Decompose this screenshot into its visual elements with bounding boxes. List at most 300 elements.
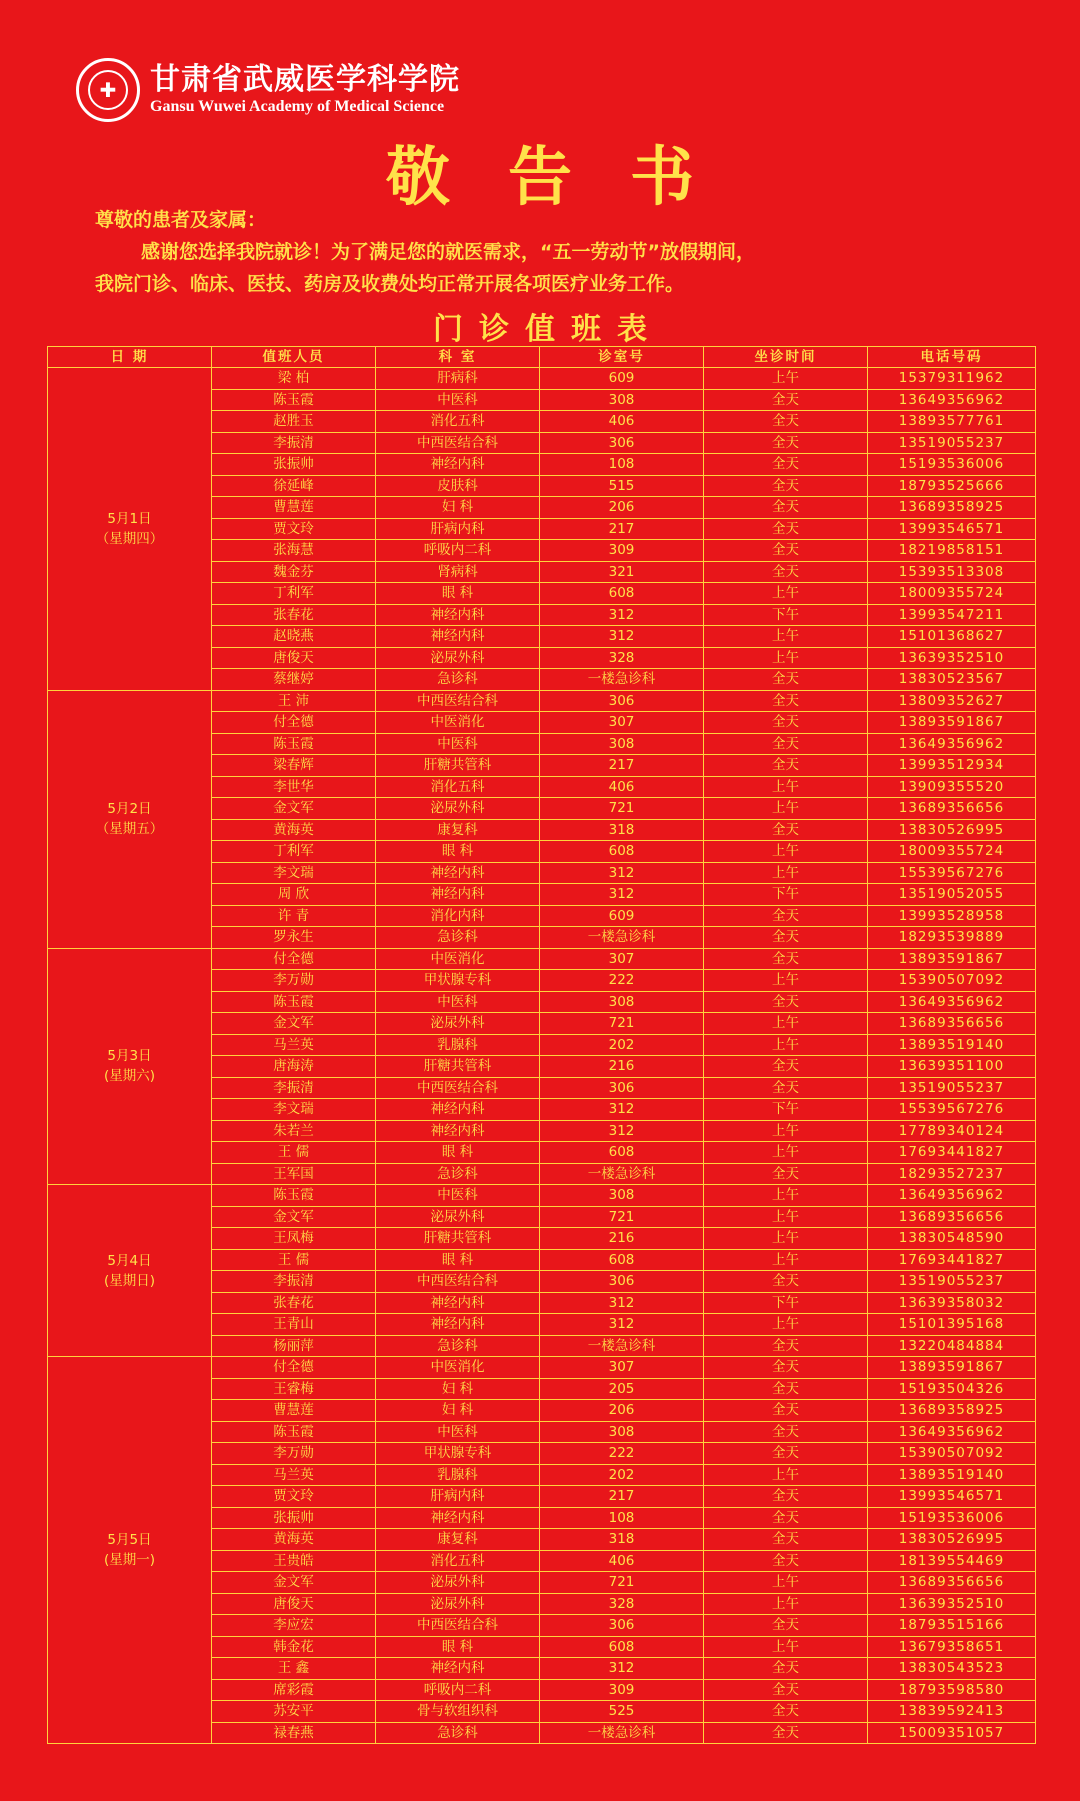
room-cell: 406 (540, 776, 704, 798)
room-cell: 515 (540, 475, 704, 497)
staff-cell: 黄海英 (212, 819, 376, 841)
time-cell: 全天 (704, 1056, 868, 1078)
staff-cell: 李振清 (212, 432, 376, 454)
staff-cell: 李文瑞 (212, 862, 376, 884)
staff-cell: 陈玉霞 (212, 1421, 376, 1443)
room-cell: 312 (540, 884, 704, 906)
phone-cell: 13689356656 (868, 1013, 1036, 1035)
time-cell: 上午 (704, 776, 868, 798)
staff-cell: 唐俊天 (212, 1593, 376, 1615)
page-title: 敬告书 (386, 140, 752, 215)
department-cell: 妇 科 (376, 1400, 540, 1422)
department-cell: 中医科 (376, 991, 540, 1013)
department-cell: 泌尿外科 (376, 647, 540, 669)
room-cell: 205 (540, 1378, 704, 1400)
institution-header (76, 50, 460, 130)
hospital-logo (76, 58, 140, 122)
staff-cell: 付全德 (212, 948, 376, 970)
time-cell: 全天 (704, 712, 868, 734)
time-cell: 上午 (704, 1572, 868, 1594)
staff-cell: 陈玉霞 (212, 1185, 376, 1207)
room-cell: 308 (540, 991, 704, 1013)
date-cell (48, 368, 212, 691)
department-cell: 康复科 (376, 1529, 540, 1551)
date-cell (48, 1357, 212, 1744)
department-cell: 眼 科 (376, 1249, 540, 1271)
department-cell: 中西医结合科 (376, 1615, 540, 1637)
phone-cell: 13830523567 (868, 669, 1036, 691)
time-cell: 全天 (704, 905, 868, 927)
department-cell: 肝糖共管科 (376, 1056, 540, 1078)
department-cell: 急诊科 (376, 1722, 540, 1744)
staff-cell: 曹慧莲 (212, 497, 376, 519)
room-cell: 312 (540, 1314, 704, 1336)
phone-cell: 15009351057 (868, 1722, 1036, 1744)
room-cell: 318 (540, 819, 704, 841)
department-cell: 中西医结合科 (376, 432, 540, 454)
time-cell: 全天 (704, 1615, 868, 1637)
staff-cell: 唐海涛 (212, 1056, 376, 1078)
room-cell: 一楼急诊科 (540, 1163, 704, 1185)
room-cell: 608 (540, 1636, 704, 1658)
phone-cell: 13689356656 (868, 1572, 1036, 1594)
room-cell: 307 (540, 712, 704, 734)
department-cell: 眼 科 (376, 1142, 540, 1164)
room-cell: 一楼急诊科 (540, 927, 704, 949)
time-cell: 上午 (704, 626, 868, 648)
department-cell: 中医科 (376, 1185, 540, 1207)
staff-cell: 徐延峰 (212, 475, 376, 497)
staff-cell: 梁 柏 (212, 368, 376, 390)
department-cell: 中西医结合科 (376, 1271, 540, 1293)
department-cell: 消化五科 (376, 411, 540, 433)
date-label: 5月5日 (107, 1532, 152, 1548)
staff-cell: 王 鑫 (212, 1658, 376, 1680)
department-cell: 神经内科 (376, 862, 540, 884)
room-cell: 406 (540, 411, 704, 433)
date-cell (48, 1185, 212, 1357)
time-cell: 上午 (704, 1464, 868, 1486)
phone-cell: 13839592413 (868, 1701, 1036, 1723)
medical-cross-icon: ✚ (88, 70, 128, 110)
room-cell: 308 (540, 389, 704, 411)
time-cell: 上午 (704, 1249, 868, 1271)
department-cell: 乳腺科 (376, 1034, 540, 1056)
department-cell: 泌尿外科 (376, 1206, 540, 1228)
department-cell: 急诊科 (376, 669, 540, 691)
room-cell: 306 (540, 1615, 704, 1637)
room-cell: 308 (540, 1421, 704, 1443)
department-cell: 泌尿外科 (376, 1013, 540, 1035)
table-row (48, 1185, 1036, 1207)
staff-cell: 李文瑞 (212, 1099, 376, 1121)
phone-cell: 13639358032 (868, 1292, 1036, 1314)
staff-cell: 罗永生 (212, 927, 376, 949)
time-cell: 下午 (704, 1099, 868, 1121)
time-cell: 全天 (704, 948, 868, 970)
room-cell: 406 (540, 1550, 704, 1572)
weekday-label: （星期四） (95, 530, 164, 547)
date-label: 5月4日 (107, 1252, 152, 1269)
time-cell: 全天 (704, 669, 868, 691)
room-cell: 307 (540, 948, 704, 970)
room-cell: 308 (540, 733, 704, 755)
time-cell: 下午 (704, 604, 868, 626)
time-cell: 全天 (704, 1443, 868, 1465)
department-cell: 呼吸内二科 (376, 1679, 540, 1701)
room-cell: 721 (540, 798, 704, 820)
schedule-title: 门诊值班表 (433, 312, 663, 347)
phone-cell: 15193536006 (868, 1507, 1036, 1529)
department-cell: 神经内科 (376, 1292, 540, 1314)
phone-cell: 13993512934 (868, 755, 1036, 777)
institution-name-cn: 甘肃省武威医学科学院 (150, 62, 460, 97)
phone-cell: 13649356962 (868, 733, 1036, 755)
phone-cell: 17693441827 (868, 1142, 1036, 1164)
time-cell: 上午 (704, 1120, 868, 1142)
time-cell: 全天 (704, 411, 868, 433)
phone-cell: 13649356962 (868, 991, 1036, 1013)
department-cell: 中医消化 (376, 712, 540, 734)
phone-cell: 17693441827 (868, 1249, 1036, 1271)
time-cell: 上午 (704, 1228, 868, 1250)
time-cell: 上午 (704, 841, 868, 863)
room-cell: 721 (540, 1013, 704, 1035)
phone-cell: 13893591867 (868, 948, 1036, 970)
staff-cell: 付全德 (212, 1357, 376, 1379)
phone-cell: 13639352510 (868, 1593, 1036, 1615)
weekday-label: (星期六) (103, 1068, 156, 1085)
phone-cell: 13893591867 (868, 712, 1036, 734)
room-cell: 525 (540, 1701, 704, 1723)
phone-cell: 13649356962 (868, 389, 1036, 411)
date-label: 5月3日 (107, 1048, 152, 1065)
staff-cell: 金文军 (212, 1013, 376, 1035)
staff-cell: 王军国 (212, 1163, 376, 1185)
time-cell: 全天 (704, 1271, 868, 1293)
time-cell: 全天 (704, 1550, 868, 1572)
staff-cell: 张春花 (212, 1292, 376, 1314)
room-cell: 608 (540, 1249, 704, 1271)
room-cell: 217 (540, 1486, 704, 1508)
staff-cell: 曹慧莲 (212, 1400, 376, 1422)
staff-cell: 金文军 (212, 798, 376, 820)
room-cell: 309 (540, 540, 704, 562)
room-cell: 306 (540, 1077, 704, 1099)
phone-cell: 15101368627 (868, 626, 1036, 648)
time-cell: 全天 (704, 1378, 868, 1400)
staff-cell: 韩金花 (212, 1636, 376, 1658)
room-cell: 222 (540, 1443, 704, 1465)
phone-cell: 15101395168 (868, 1314, 1036, 1336)
date-label: 5月1日 (107, 510, 152, 527)
phone-cell: 13809352627 (868, 690, 1036, 712)
time-cell: 全天 (704, 389, 868, 411)
phone-cell: 13220484884 (868, 1335, 1036, 1357)
staff-cell: 李应宏 (212, 1615, 376, 1637)
time-cell: 上午 (704, 1142, 868, 1164)
phone-cell: 13893591867 (868, 1357, 1036, 1379)
phone-cell: 13519052055 (868, 884, 1036, 906)
staff-cell: 金文军 (212, 1206, 376, 1228)
room-cell: 217 (540, 518, 704, 540)
department-cell: 神经内科 (376, 626, 540, 648)
table-row (48, 948, 1036, 970)
weekday-label: (星期日) (103, 1272, 156, 1289)
room-cell: 307 (540, 1357, 704, 1379)
staff-cell: 王 儒 (212, 1249, 376, 1271)
room-cell: 609 (540, 905, 704, 927)
staff-cell: 杨丽萍 (212, 1335, 376, 1357)
phone-cell: 13830548590 (868, 1228, 1036, 1250)
time-cell: 全天 (704, 1357, 868, 1379)
phone-cell: 13993528958 (868, 905, 1036, 927)
phone-cell: 13689356656 (868, 1206, 1036, 1228)
department-cell: 急诊科 (376, 1163, 540, 1185)
department-cell: 眼 科 (376, 1636, 540, 1658)
time-cell: 上午 (704, 368, 868, 390)
staff-cell: 许 青 (212, 905, 376, 927)
intro-notice (95, 204, 1015, 300)
header-staff: 值班人员 (212, 347, 376, 368)
time-cell: 全天 (704, 1400, 868, 1422)
department-cell: 中医消化 (376, 1357, 540, 1379)
room-cell: 608 (540, 1142, 704, 1164)
time-cell: 全天 (704, 1701, 868, 1723)
phone-cell: 13639351100 (868, 1056, 1036, 1078)
time-cell: 全天 (704, 475, 868, 497)
department-cell: 消化内科 (376, 905, 540, 927)
staff-cell: 王睿梅 (212, 1378, 376, 1400)
schedule-body (48, 368, 1036, 1744)
time-cell: 上午 (704, 970, 868, 992)
room-cell: 312 (540, 1292, 704, 1314)
time-cell: 全天 (704, 1077, 868, 1099)
room-cell: 608 (540, 841, 704, 863)
time-cell: 全天 (704, 819, 868, 841)
intro-greeting: 尊敬的患者及家属： (95, 209, 267, 231)
phone-cell: 15539567276 (868, 862, 1036, 884)
staff-cell: 周 欣 (212, 884, 376, 906)
department-cell: 泌尿外科 (376, 798, 540, 820)
room-cell: 328 (540, 1593, 704, 1615)
staff-cell: 张春花 (212, 604, 376, 626)
room-cell: 306 (540, 432, 704, 454)
phone-cell: 15390507092 (868, 1443, 1036, 1465)
department-cell: 神经内科 (376, 1314, 540, 1336)
phone-cell: 13519055237 (868, 432, 1036, 454)
header-phone: 电话号码 (868, 347, 1036, 368)
room-cell: 312 (540, 1658, 704, 1680)
room-cell: 108 (540, 454, 704, 476)
staff-cell: 唐俊天 (212, 647, 376, 669)
department-cell: 康复科 (376, 819, 540, 841)
staff-cell: 马兰英 (212, 1034, 376, 1056)
department-cell: 骨与软组织科 (376, 1701, 540, 1723)
department-cell: 乳腺科 (376, 1464, 540, 1486)
department-cell: 肝糖共管科 (376, 755, 540, 777)
time-cell: 上午 (704, 647, 868, 669)
staff-cell: 贾文玲 (212, 1486, 376, 1508)
department-cell: 妇 科 (376, 1378, 540, 1400)
time-cell: 全天 (704, 454, 868, 476)
department-cell: 泌尿外科 (376, 1593, 540, 1615)
department-cell: 神经内科 (376, 454, 540, 476)
time-cell: 全天 (704, 755, 868, 777)
department-cell: 神经内科 (376, 1507, 540, 1529)
phone-cell: 15379311962 (868, 368, 1036, 390)
phone-cell: 13893519140 (868, 1034, 1036, 1056)
room-cell: 一楼急诊科 (540, 1335, 704, 1357)
staff-cell: 禄春燕 (212, 1722, 376, 1744)
staff-cell: 蔡继婷 (212, 669, 376, 691)
intro-line-2: 我院门诊、临床、医技、药房及收费处均正常开展各项医疗业务工作。 (95, 273, 685, 295)
staff-cell: 王 沛 (212, 690, 376, 712)
phone-cell: 17789340124 (868, 1120, 1036, 1142)
time-cell: 上午 (704, 583, 868, 605)
duty-schedule-table (47, 346, 1036, 1744)
room-cell: 202 (540, 1034, 704, 1056)
table-row (48, 690, 1036, 712)
staff-cell: 丁利军 (212, 841, 376, 863)
phone-cell: 18139554469 (868, 1550, 1036, 1572)
department-cell: 神经内科 (376, 604, 540, 626)
phone-cell: 15193536006 (868, 454, 1036, 476)
phone-cell: 13993546571 (868, 518, 1036, 540)
phone-cell: 18293527237 (868, 1163, 1036, 1185)
room-cell: 318 (540, 1529, 704, 1551)
staff-cell: 金文军 (212, 1572, 376, 1594)
phone-cell: 15393513308 (868, 561, 1036, 583)
weekday-label: （星期五） (95, 821, 164, 837)
phone-cell: 13519055237 (868, 1077, 1036, 1099)
department-cell: 神经内科 (376, 1120, 540, 1142)
room-cell: 206 (540, 497, 704, 519)
department-cell: 肝糖共管科 (376, 1228, 540, 1250)
phone-cell: 18009355724 (868, 841, 1036, 863)
phone-cell: 13830526995 (868, 819, 1036, 841)
time-cell: 上午 (704, 862, 868, 884)
department-cell: 肝病科 (376, 368, 540, 390)
table-row (48, 1357, 1036, 1379)
phone-cell: 13519055237 (868, 1271, 1036, 1293)
room-cell: 308 (540, 1185, 704, 1207)
time-cell: 全天 (704, 927, 868, 949)
header-department: 科 室 (376, 347, 540, 368)
staff-cell: 李振清 (212, 1077, 376, 1099)
staff-cell: 张振帅 (212, 454, 376, 476)
time-cell: 全天 (704, 991, 868, 1013)
time-cell: 全天 (704, 1529, 868, 1551)
department-cell: 神经内科 (376, 884, 540, 906)
time-cell: 全天 (704, 1163, 868, 1185)
time-cell: 下午 (704, 884, 868, 906)
room-cell: 321 (540, 561, 704, 583)
phone-cell: 18009355724 (868, 583, 1036, 605)
room-cell: 312 (540, 1120, 704, 1142)
department-cell: 泌尿外科 (376, 1572, 540, 1594)
staff-cell: 王青山 (212, 1314, 376, 1336)
staff-cell: 李振清 (212, 1271, 376, 1293)
phone-cell: 13689356656 (868, 798, 1036, 820)
staff-cell: 魏金芬 (212, 561, 376, 583)
time-cell: 全天 (704, 540, 868, 562)
phone-cell: 13830526995 (868, 1529, 1036, 1551)
staff-cell: 朱若兰 (212, 1120, 376, 1142)
department-cell: 甲状腺专科 (376, 970, 540, 992)
department-cell: 中西医结合科 (376, 690, 540, 712)
institution-name (150, 63, 460, 117)
staff-cell: 李世华 (212, 776, 376, 798)
department-cell: 眼 科 (376, 583, 540, 605)
staff-cell: 李万勋 (212, 970, 376, 992)
phone-cell: 13893577761 (868, 411, 1036, 433)
staff-cell: 苏安平 (212, 1701, 376, 1723)
department-cell: 神经内科 (376, 1658, 540, 1680)
institution-name-en: Gansu Wuwei Academy of Medical Science (150, 98, 445, 115)
department-cell: 中医消化 (376, 948, 540, 970)
time-cell: 全天 (704, 432, 868, 454)
phone-cell: 13909355520 (868, 776, 1036, 798)
department-cell: 消化五科 (376, 1550, 540, 1572)
phone-cell: 18293539889 (868, 927, 1036, 949)
room-cell: 一楼急诊科 (540, 669, 704, 691)
time-cell: 全天 (704, 733, 868, 755)
room-cell: 216 (540, 1228, 704, 1250)
phone-cell: 13689358925 (868, 497, 1036, 519)
room-cell: 222 (540, 970, 704, 992)
room-cell: 216 (540, 1056, 704, 1078)
room-cell: 一楼急诊科 (540, 1722, 704, 1744)
room-cell: 312 (540, 626, 704, 648)
staff-cell: 黄海英 (212, 1529, 376, 1551)
department-cell: 中医科 (376, 389, 540, 411)
weekday-label: (星期一) (103, 1552, 156, 1568)
staff-cell: 陈玉霞 (212, 389, 376, 411)
phone-cell: 13893519140 (868, 1464, 1036, 1486)
phone-cell: 13649356962 (868, 1185, 1036, 1207)
time-cell: 上午 (704, 1636, 868, 1658)
phone-cell: 13639352510 (868, 647, 1036, 669)
time-cell: 上午 (704, 1206, 868, 1228)
staff-cell: 赵胜玉 (212, 411, 376, 433)
phone-cell: 18793515166 (868, 1615, 1036, 1637)
staff-cell: 陈玉霞 (212, 991, 376, 1013)
staff-cell: 贾文玲 (212, 518, 376, 540)
department-cell: 急诊科 (376, 1335, 540, 1357)
department-cell: 神经内科 (376, 1099, 540, 1121)
department-cell: 甲状腺专科 (376, 1443, 540, 1465)
table-header-row (48, 347, 1036, 368)
phone-cell: 18793525666 (868, 475, 1036, 497)
time-cell: 上午 (704, 798, 868, 820)
table-row (48, 368, 1036, 390)
phone-cell: 13689358925 (868, 1400, 1036, 1422)
department-cell: 眼 科 (376, 841, 540, 863)
department-cell: 呼吸内二科 (376, 540, 540, 562)
phone-cell: 15390507092 (868, 970, 1036, 992)
header-time: 坐诊时间 (704, 347, 868, 368)
room-cell: 312 (540, 604, 704, 626)
time-cell: 上午 (704, 1314, 868, 1336)
time-cell: 上午 (704, 1013, 868, 1035)
header-room: 诊室号 (540, 347, 704, 368)
room-cell: 306 (540, 1271, 704, 1293)
phone-cell: 18793598580 (868, 1679, 1036, 1701)
staff-cell: 马兰英 (212, 1464, 376, 1486)
room-cell: 217 (540, 755, 704, 777)
header-date: 日 期 (48, 347, 212, 368)
